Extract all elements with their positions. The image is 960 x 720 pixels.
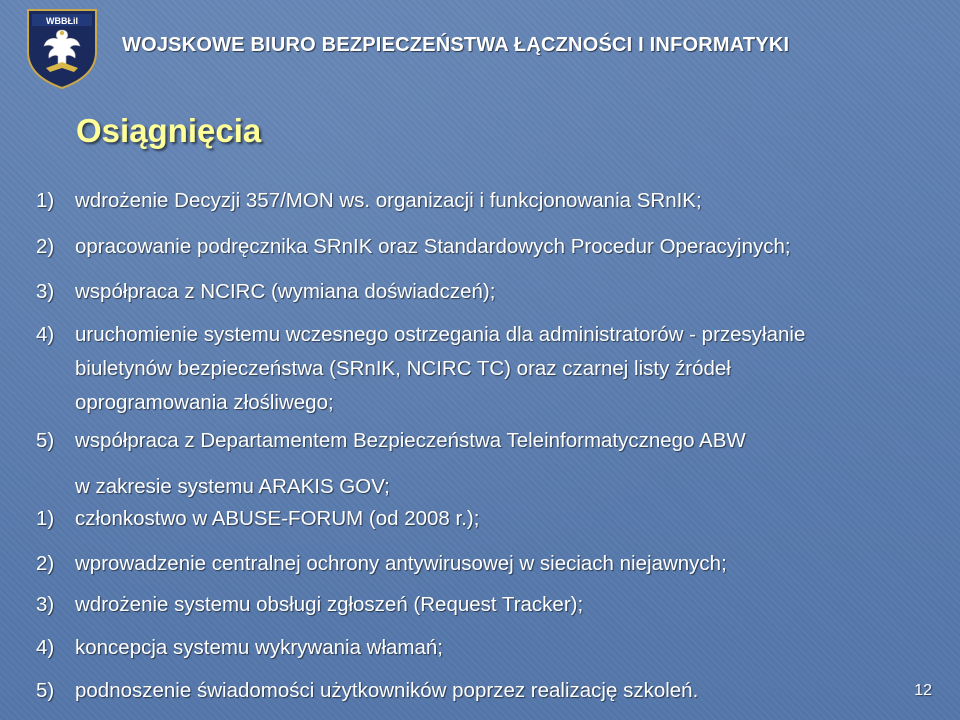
list-item-text [75,590,935,620]
list-item-text [75,633,935,663]
list-item-line: w zakresie systemu ARAKIS GOV; [75,475,390,498]
list-item-line: członkostwo w ABUSE-FORUM (od 2008 r.); [75,507,480,530]
list-item-text [75,549,935,579]
list-item-text [75,277,935,307]
logo-graphic [22,6,102,90]
list-item-line: biuletynów bezpieczeństwa (SRnIK, NCIRC TC) oraz czarnej listy źródeł [75,357,731,380]
list-item-number: 1) [36,189,55,212]
eagle-shield-icon [22,6,102,90]
list-item-number: 5) [36,679,55,702]
list-item-line: wprowadzenie centralnej ochrony antywirusowej w sieciach niejawnych; [75,552,727,575]
list-item-number: 4) [36,323,55,346]
slide-header [0,0,960,96]
list-item-text [75,676,935,706]
list-item-line: współpraca z Departamentem Bezpieczeństwa Teleinformatycznego ABW [75,429,746,452]
list-item-text [75,232,935,262]
list-item-line: wdrożenie systemu obsługi zgłoszeń (Request Tracker); [75,593,584,616]
list-item-line: podnoszenie świadomości użytkowników poprzez realizację szkoleń. [75,679,699,702]
list-item-number: 3) [36,593,55,616]
list-item-text [75,504,935,534]
list-item-text [75,186,935,216]
list-item-line: współpraca z NCIRC (wymiana doświadczeń); [75,280,496,303]
list-item-line: koncepcja systemu wykrywania włamań; [75,636,443,659]
list-item-number: 4) [36,636,55,659]
list-item-line: oprogramowania złośliwego; [75,391,334,414]
list-item-number: 2) [36,235,55,258]
logo-text: WBBŁiI [46,16,78,26]
list-item-number: 5) [36,429,55,452]
page-number: 12 [914,682,932,699]
list-item-text [75,418,935,510]
list-item-number: 2) [36,552,55,575]
organization-title: WOJSKOWE BIURO BEZPIECZEŃSTWA ŁĄCZNOŚCI I INFORMATYKI [122,34,790,56]
list-item-line: opracowanie podręcznika SRnIK oraz Standardowych Procedur Operacyjnych; [75,235,791,258]
list-item-text [75,318,935,420]
list-item-number: 3) [36,280,55,303]
page-title: Osiągnięcia [76,112,262,149]
list-item-number: 1) [36,507,55,530]
list-item-line: uruchomienie systemu wczesnego ostrzegania dla administratorów - przesyłanie [75,323,806,346]
list-item-line: wdrożenie Decyzji 357/MON ws. organizacji i funkcjonowania SRnIK; [75,189,702,212]
